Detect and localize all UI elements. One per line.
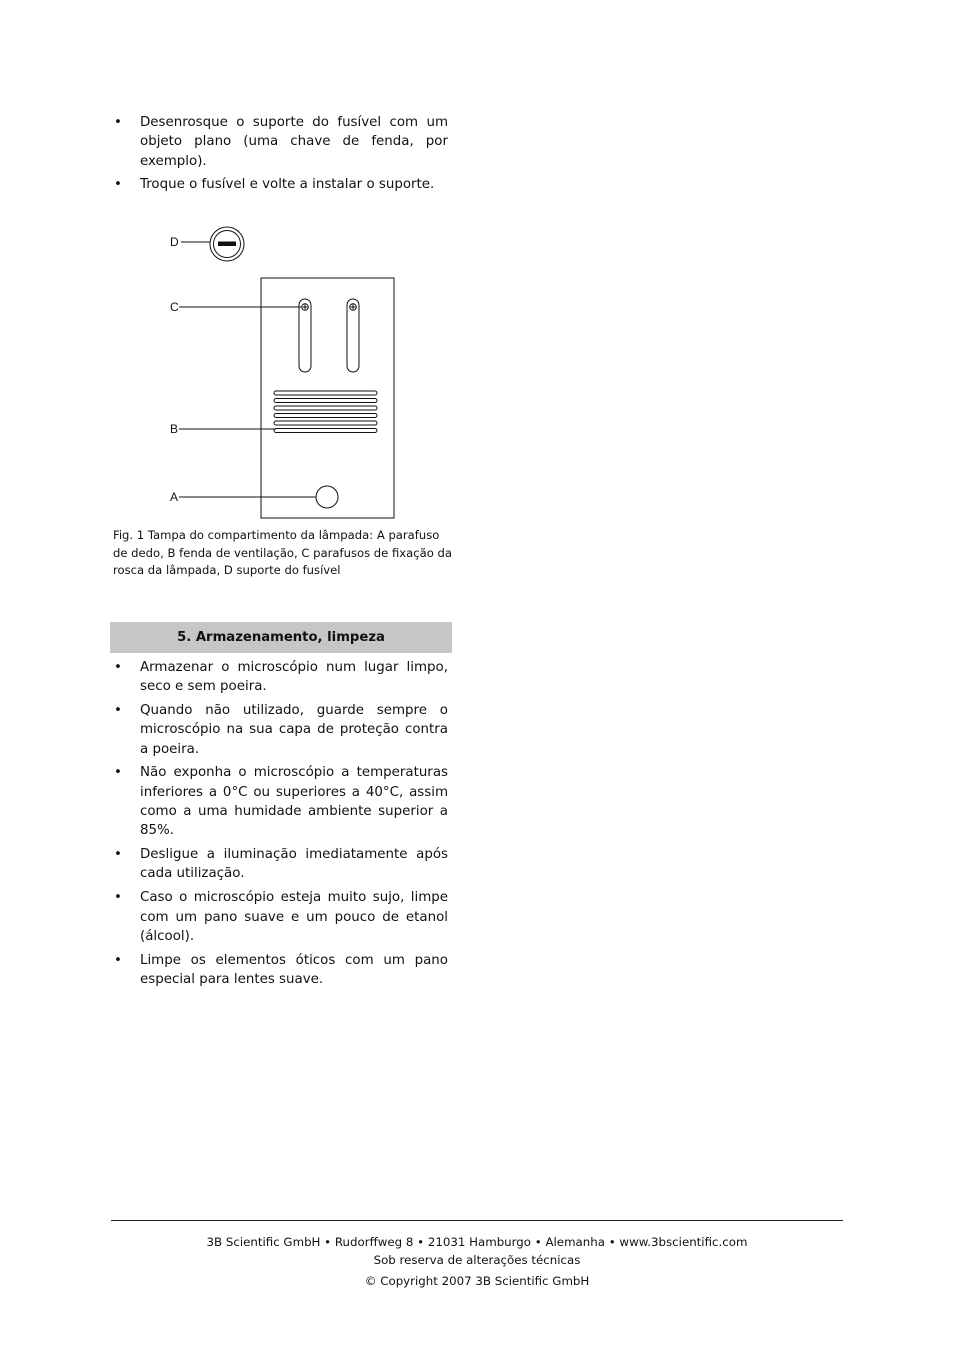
list-item: • Limpe os elementos óticos com um pano especial para lentes suave. — [114, 952, 448, 987]
figure-caption: Fig. 1 Tampa do compartimento da lâmpada: A parafuso de dedo, B fenda de ventilação, C parafusos de fixação da rosca da lâmpada, D suporte do fusível — [113, 528, 452, 578]
footer-copyright: © Copyright 2007 3B Scientific GmbH — [364, 1274, 590, 1289]
section-title: 5. Armazenamento, limpeza — [177, 630, 385, 645]
footer-address: 3B Scientific GmbH • Rudorffweg 8 • 21031 Hamburgo • Alemanha • www.3bscientific.com — [206, 1235, 748, 1249]
lamp-cover-diagram — [166, 226, 406, 526]
list-item: • Quando não utilizado, guarde sempre o microscópio na sua capa de proteção contra a poeira. — [114, 703, 448, 757]
list-item: • Desligue a iluminação imediatamente após cada utilização. — [114, 847, 448, 882]
bullet-icon: • — [114, 703, 122, 719]
bullet-icon: • — [114, 890, 122, 906]
list-item: • Não exponha o microscópio a temperaturas inferiores a 0°C ou superiores a 40°C, assim como a uma humidade ambiente superior a 85%. — [114, 765, 448, 839]
bullet-icon: • — [114, 765, 122, 781]
bullet-icon: • — [114, 952, 122, 968]
footer-divider — [111, 1220, 843, 1221]
list-item: • Desenrosque o suporte do fusível com um objeto plano (uma chave de fenda, por exemplo). — [114, 115, 448, 169]
list-item: • Armazenar o microscópio num lugar limpo, seco e sem poeira. — [114, 660, 448, 695]
fuse-instructions — [110, 113, 452, 199]
list-item: • Troque o fusível e volte a instalar o suporte. — [110, 175, 452, 194]
ventilation-slots — [274, 391, 377, 433]
list-item: • Caso o microscópio esteja muito sujo, limpe com um pano suave e um pouco de etanol (álcool). — [114, 890, 448, 944]
page-footer — [111, 1234, 843, 1291]
label-a: A — [170, 490, 179, 504]
label-c: C — [170, 300, 179, 314]
storage-cleaning-instructions — [110, 658, 452, 994]
bullet-icon: • — [114, 177, 122, 193]
label-b: B — [170, 422, 179, 436]
fuse-instructions-list — [110, 113, 452, 195]
section-heading — [110, 622, 452, 653]
thumb-screw — [316, 486, 338, 508]
bullet-icon: • — [114, 115, 122, 130]
bullet-icon: • — [114, 660, 122, 675]
label-d: D — [170, 235, 179, 249]
storage-cleaning-list — [110, 658, 452, 989]
fuse-slot-icon — [218, 242, 236, 247]
footer-notice: Sob reserva de alterações técnicas — [373, 1252, 581, 1267]
bullet-icon: • — [114, 847, 122, 863]
